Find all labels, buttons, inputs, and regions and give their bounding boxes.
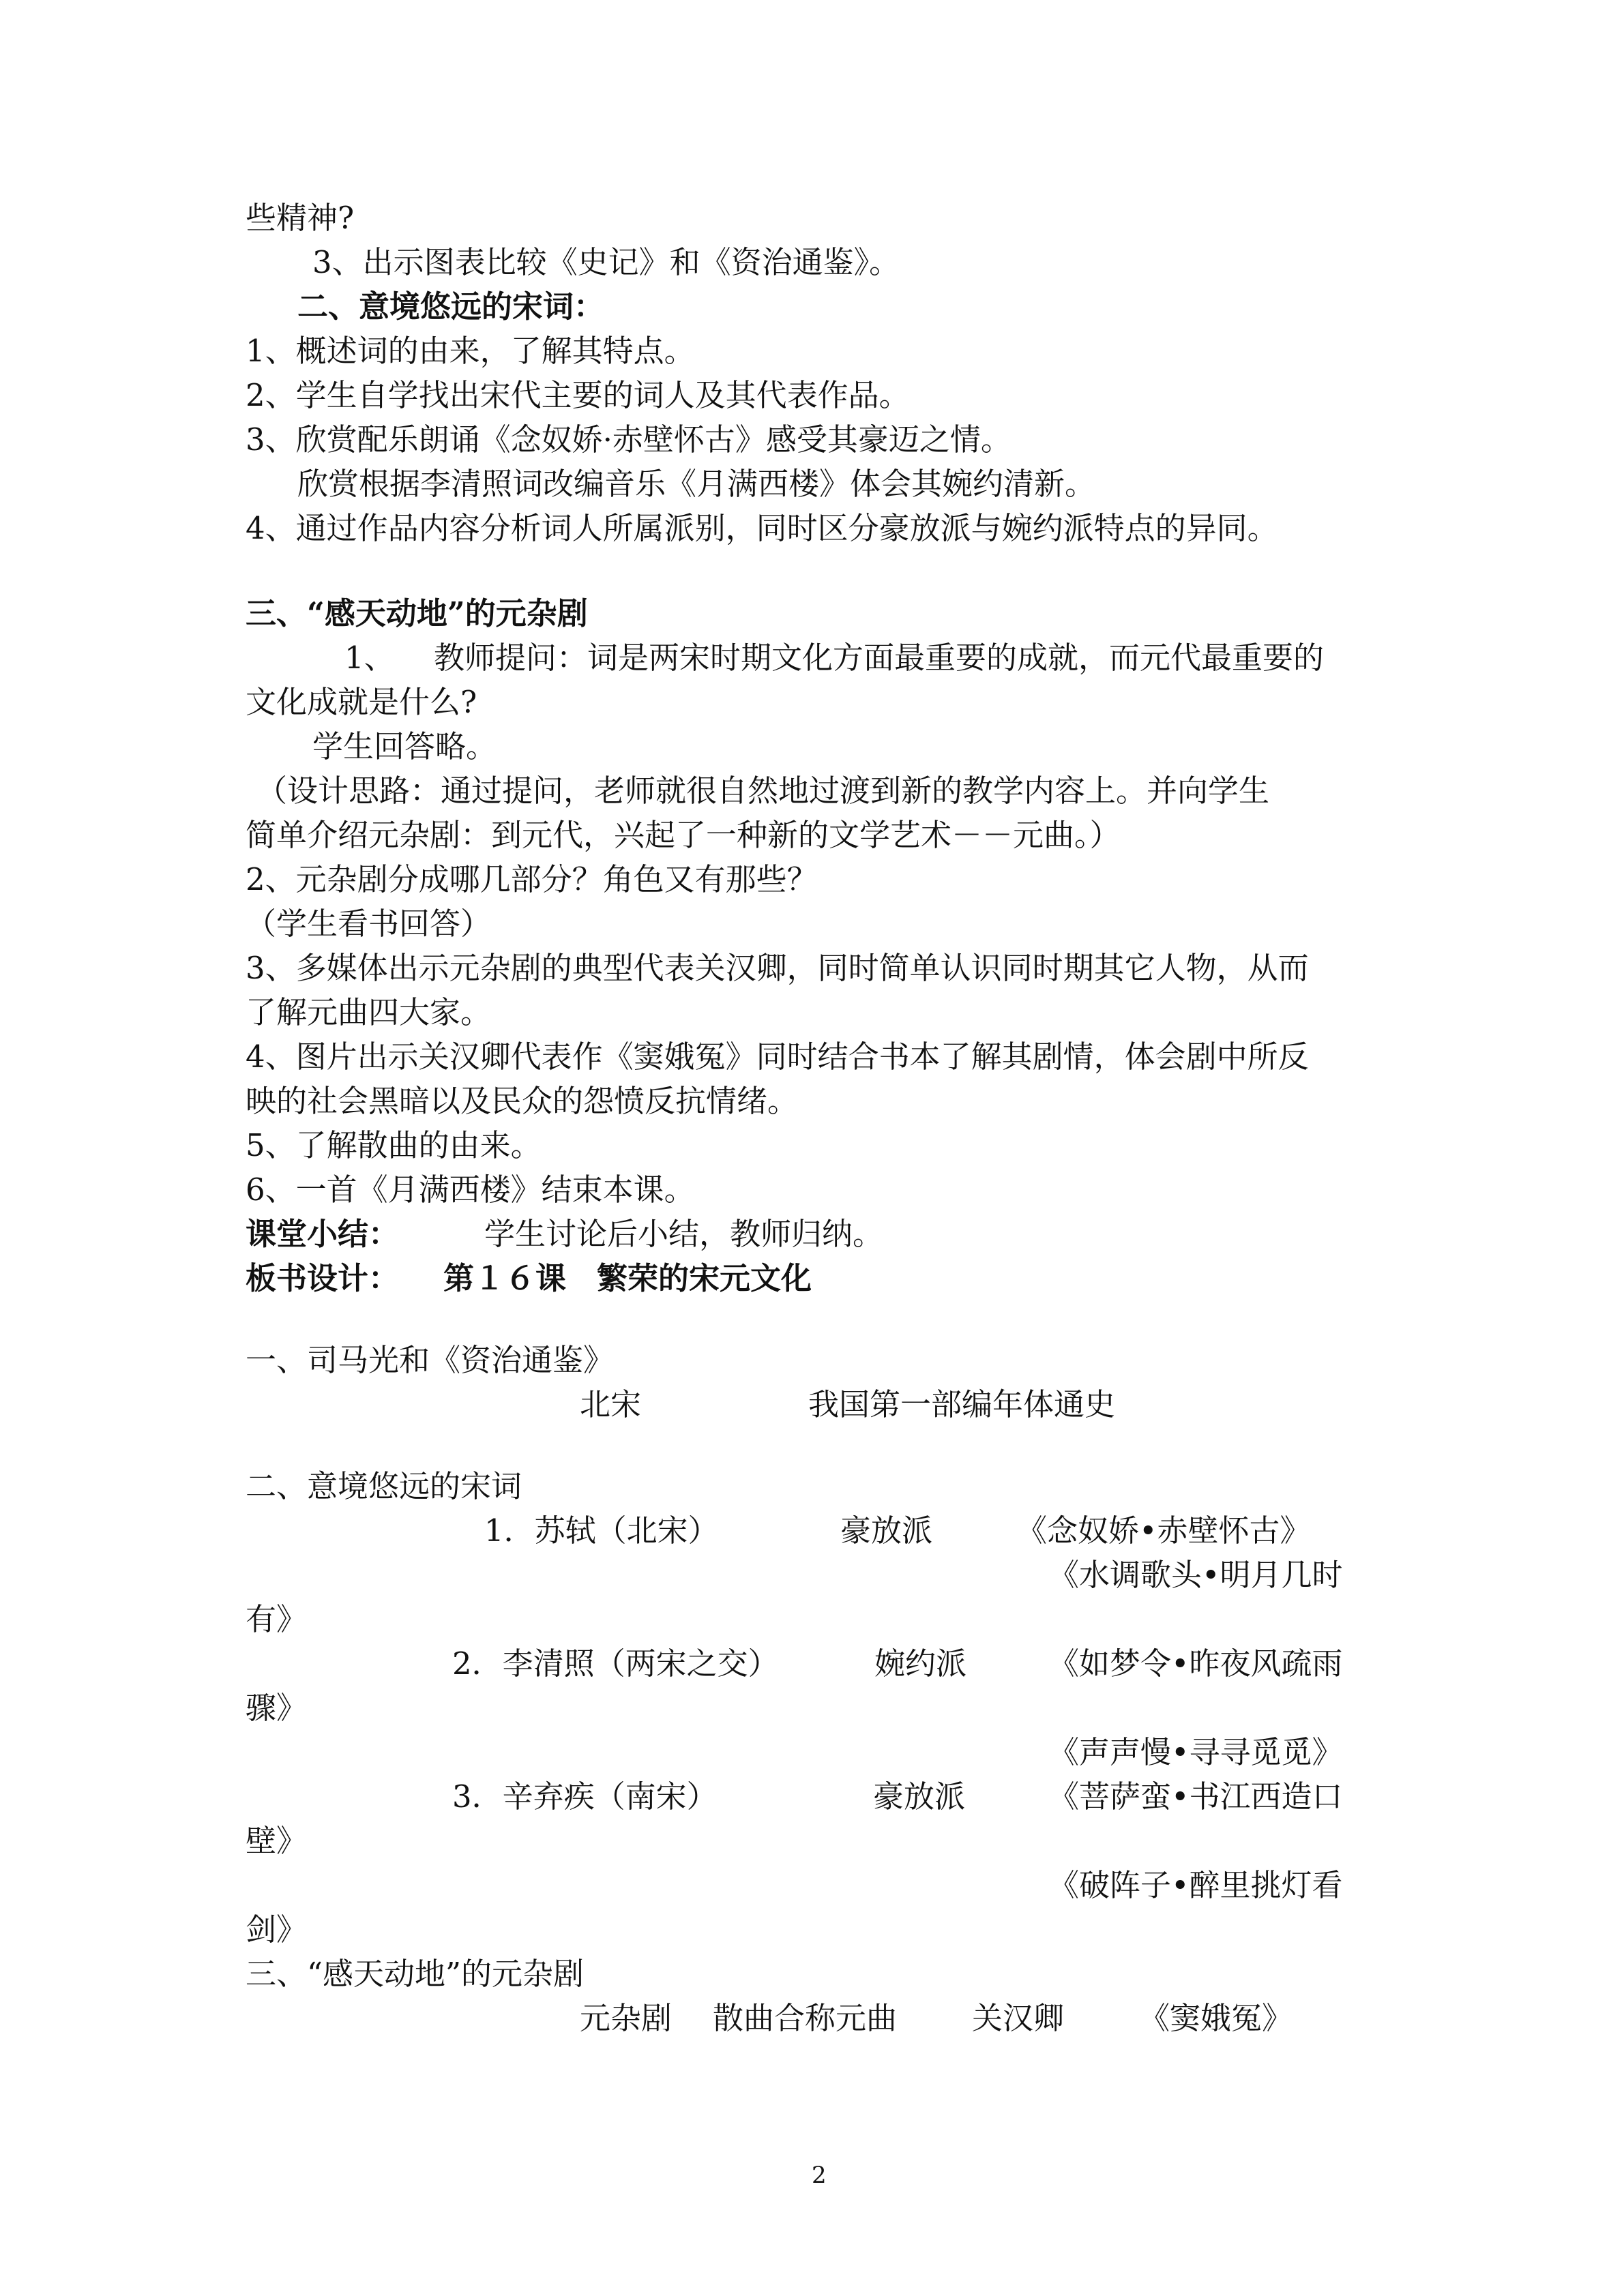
text-line: 有》 <box>246 1601 308 1637</box>
text-line: 简单介绍元杂剧：到元代，兴起了一种新的文学艺术－－元曲。） <box>246 817 1121 853</box>
text-line: 教师提问：词是两宋时期文化方面最重要的成就，而元代最重要的 <box>434 640 1325 676</box>
text-line: 映的社会黑暗以及民众的怨愤反抗情绪。 <box>246 1083 799 1119</box>
text-line: 1、 <box>344 640 395 676</box>
text-line: 婉约派 <box>874 1645 967 1682</box>
section-heading: 二、意境悠远的宋词： <box>297 288 605 325</box>
text-line: 《水调歌头•明月几时 <box>1048 1557 1343 1593</box>
text-line: 3、欣赏配乐朗诵《念奴娇·赤壁怀古》感受其豪迈之情。 <box>246 421 1012 458</box>
text-line: 关汉卿 <box>972 2000 1065 2036</box>
text-line: 《声声慢•寻寻觅觅》 <box>1048 1734 1343 1770</box>
lesson-title: 第１６课 繁荣的宋元文化 <box>443 1260 812 1296</box>
text-line: （设计思路：通过提问，老师就很自然地过渡到新的教学内容上。并向学生 <box>256 773 1270 809</box>
text-line: 一、司马光和《资治通鉴》 <box>246 1342 615 1378</box>
text-line: 骤》 <box>246 1690 308 1726</box>
text-line: （学生看书回答） <box>246 906 492 942</box>
text-line: 学生讨论后小结，教师归纳。 <box>484 1216 884 1252</box>
text-line: 《菩萨蛮•书江西造口 <box>1048 1778 1343 1815</box>
text-line: 二、意境悠远的宋词 <box>246 1468 522 1504</box>
text-line: 1、概述词的由来，了解其特点。 <box>246 333 695 369</box>
text-line: 我国第一部编年体通史 <box>808 1386 1116 1422</box>
text-line: 《破阵子•醉里挑灯看 <box>1048 1867 1343 1903</box>
label-text: 课堂小结： <box>246 1216 400 1252</box>
text-line: 《窦娥冤》 <box>1139 2000 1293 2036</box>
text-line: 壁》 <box>246 1823 308 1859</box>
text-line: 剑》 <box>246 1911 308 1948</box>
text-line: 学生回答略。 <box>312 728 497 764</box>
text-line: 1．苏轼（北宋） <box>484 1512 719 1549</box>
text-line: 2、学生自学找出宋代主要的词人及其代表作品。 <box>246 377 910 413</box>
text-line: 三、“感天动地”的元杂剧 <box>246 1956 585 1992</box>
text-line: 2、元杂剧分成哪几部分？角色又有那些？ <box>246 861 818 897</box>
text-line: 6、一首《月满西楼》结束本课。 <box>246 1172 695 1208</box>
section-heading: 三、“感天动地”的元杂剧 <box>246 595 588 631</box>
text-line: 4、通过作品内容分析词人所属派别，同时区分豪放派与婉约派特点的异同。 <box>246 510 1278 546</box>
text-line: 豪放派 <box>873 1778 966 1815</box>
text-line: 豪放派 <box>840 1512 933 1549</box>
text-line: 《如梦令•昨夜风疏雨 <box>1048 1645 1343 1682</box>
text-line: 些精神? <box>246 200 355 236</box>
label-text: 板书设计： <box>246 1260 400 1296</box>
text-line: 5、了解散曲的由来。 <box>246 1127 542 1163</box>
text-line: 4、图片出示关汉卿代表作《窦娥冤》同时结合书本了解其剧情，体会剧中所反 <box>246 1039 1309 1075</box>
text-line: 3、出示图表比较《史记》和《资治通鉴》。 <box>312 244 900 280</box>
text-line: 散曲合称元曲 <box>713 2000 898 2036</box>
text-line: 3．辛弃疾（南宋） <box>452 1778 718 1815</box>
text-line: 北宋 <box>580 1386 642 1422</box>
text-line: 元杂剧 <box>580 2000 673 2036</box>
text-line: 了解元曲四大家。 <box>246 994 492 1030</box>
text-line: 2．李清照（两宋之交） <box>452 1645 779 1682</box>
text-line: 文化成就是什么? <box>246 684 477 720</box>
page-number: 2 <box>812 2162 827 2189</box>
text-line: 3、多媒体出示元杂剧的典型代表关汉卿，同时简单认识同时期其它人物，从而 <box>246 950 1309 986</box>
text-line: 《念奴娇•赤壁怀古》 <box>1016 1512 1311 1549</box>
text-line: 欣赏根据李清照词改编音乐《月满西楼》体会其婉约清新。 <box>297 466 1096 502</box>
